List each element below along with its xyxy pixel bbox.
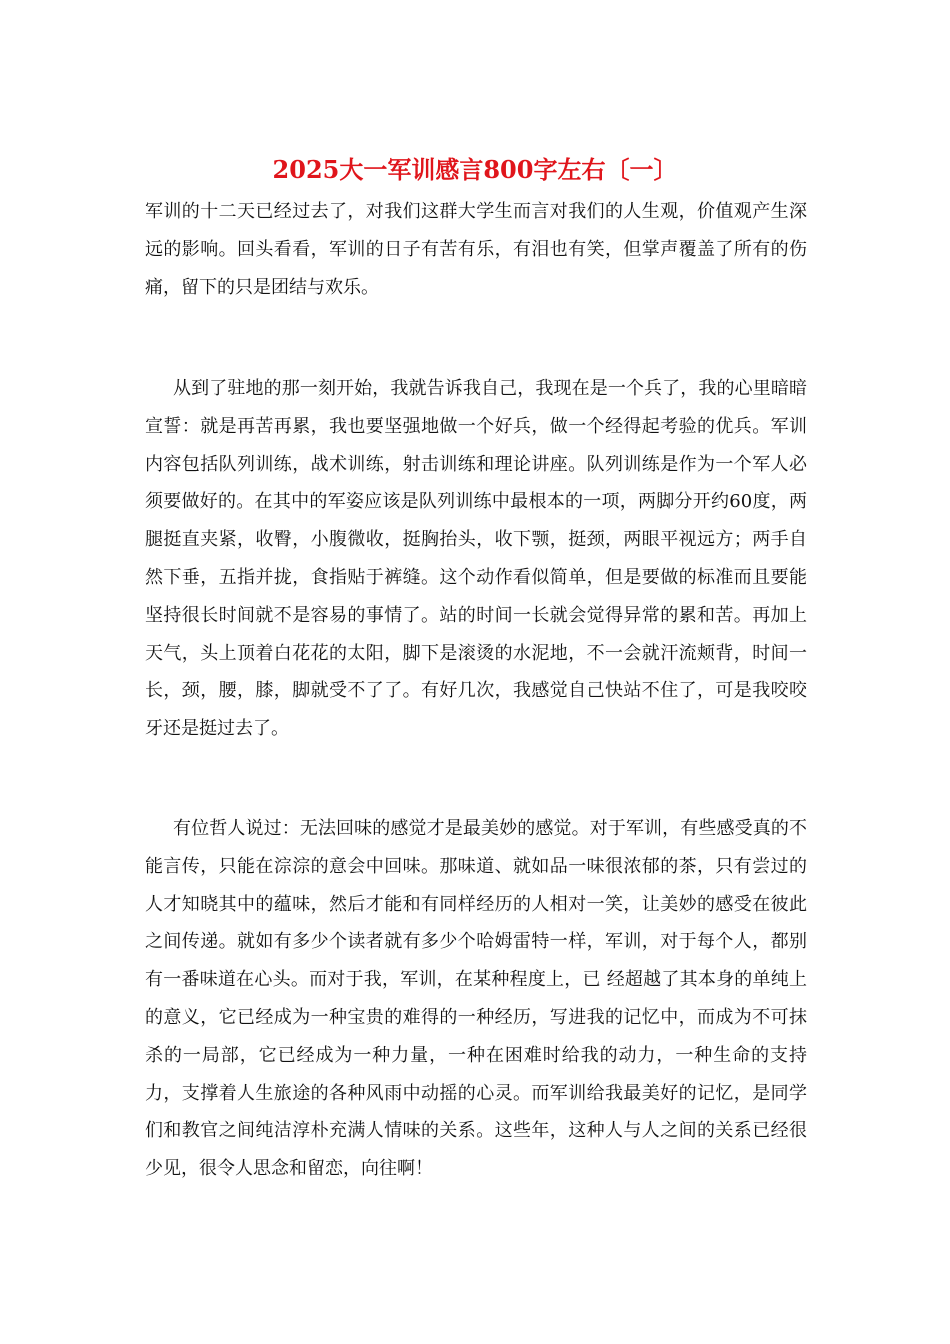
paragraph-intro: 军训的十二天已经过去了，对我们这群大学生而言对我们的人生观，价值观产生深远的影响。回头看看，军训的日子有苦有乐，有泪也有笑，但掌声覆盖了所有的伤痛，留下的只是团结与欢乐。 bbox=[145, 201, 807, 298]
document-title: 2025大一军训感言800字左右〔一〕 bbox=[272, 155, 678, 184]
paragraph-reflection: 有位哲人说过：无法回味的感觉才是最美妙的感觉。对于军训，有些感受真的不能言传，只能在淙淙的意会中回味。那味道、就如品一味很浓郁的茶，只有尝过的人才知晓其中的蕴味，然后才能和有同样经历的人相对一笑，让美妙的感受在彼此之间传递。就如有多少个读者就有多少个哈姆雷特一样，军训，对于每个人，都别有一番味道在心头。而对于我，军训，在某种程度上，已 经超越了其本身的单纯上的意义，它已经成为一种宝贵的难得的一种经历，写进我的记忆中，而成为不可抹杀的一局部，它已经成为一种力量，一种在困难时给我的动力，一种生命的支持力，支撑着人生旅途的各种风雨中动摇的心灵。而军训给我最美好的记忆，是同学们和教官之间纯洁淳朴充满人情味的关系。这些年，这种人与人之间的关系已经很少见，很令人思念和留恋，向往啊！ bbox=[145, 818, 807, 1180]
paragraph-training: 从到了驻地的那一刻开始，我就告诉我自己，我现在是一个兵了，我的心里暗暗宣誓：就是再苦再累，我也要坚强地做一个好兵，做一个经得起考验的优兵。军训内容包括队列训练，战术训练，射击训练和理论讲座。队列训练是作为一个军人必须要做好的。在其中的军姿应该是队列训练中最根本的一项，两脚分开约60度，两腿挺直夹紧，收臀，小腹微收，挺胸抬头，收下颚，挺颈，两眼平视远方；两手自然下垂，五指并拢，食指贴于裤缝。这个动作看似简单，但是要做的标准而且要能坚持很长时间就不是容易的事情了。站的时间一长就会觉得异常的累和苦。再加上天气，头上顶着白花花的太阳，脚下是滚烫的水泥地，不一会就汗流颊背，时间一长，颈，腰，膝，脚就受不了了。有好几次，我感觉自己快站不住了，可是我咬咬牙还是挺过去了。 bbox=[145, 378, 807, 740]
